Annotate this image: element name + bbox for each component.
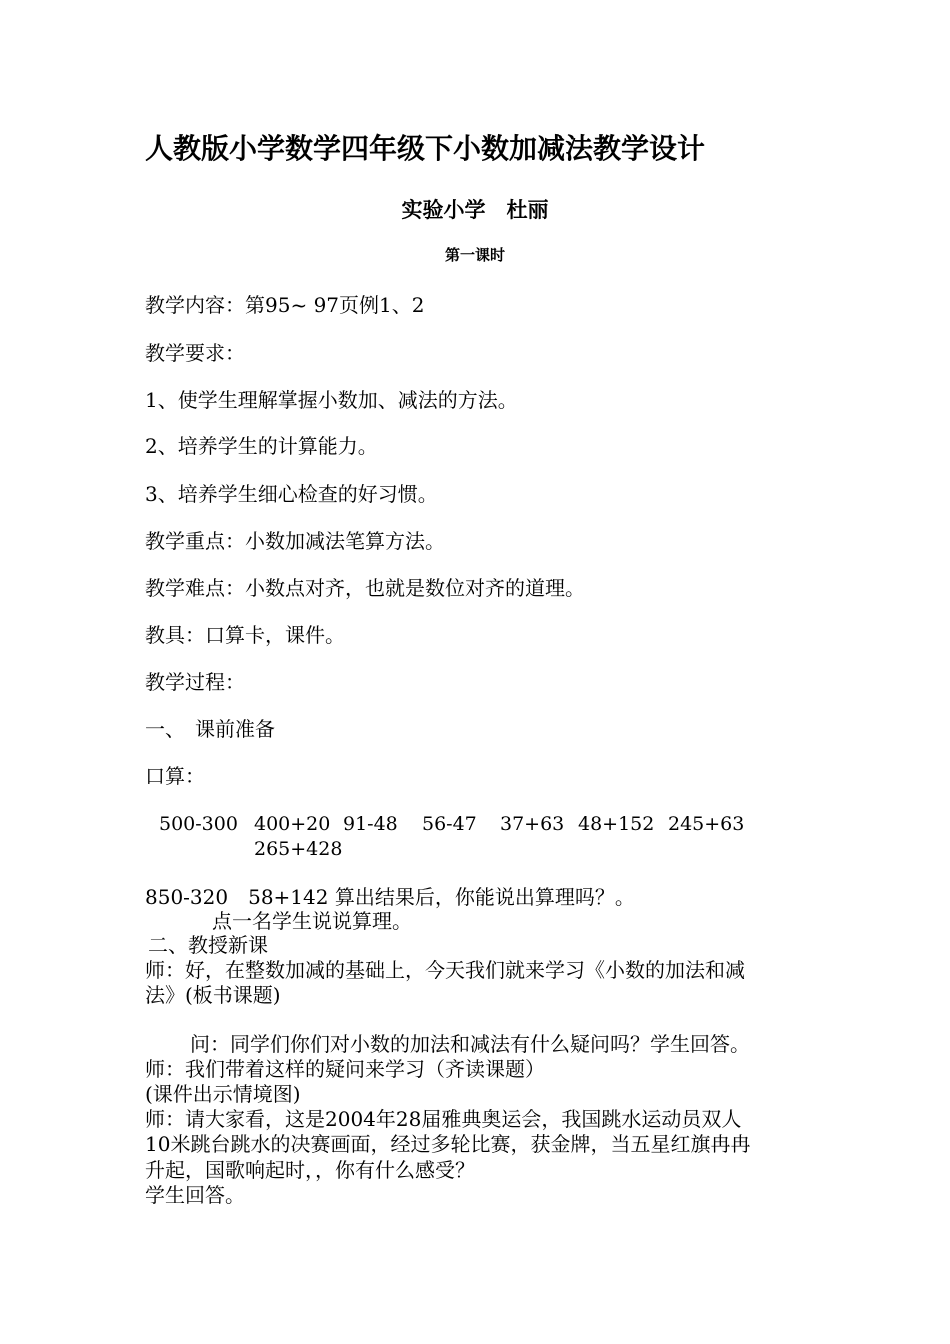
oral-item: 500-300 — [159, 813, 238, 835]
student-explain: 点一名学生说说算理。 — [212, 909, 412, 933]
oral-item: 37+63 — [500, 813, 565, 835]
requirements-label: 教学要求： — [145, 341, 245, 365]
section-2-heading: 二、教授新课 — [148, 933, 268, 957]
teacher-line-3c: 升起，国歌响起时，，你有什么感受？ — [145, 1158, 475, 1182]
requirement-1: 1、使学生理解掌握小数加、减法的方法。 — [145, 388, 518, 412]
teaching-content: 教学内容：第95~ 97页例1、2 — [145, 293, 425, 317]
teacher-line-3a: 师：请大家看，这是2004年28届雅典奥运会，我国跳水运动员双人 — [145, 1107, 742, 1131]
teaching-tools: 教具：口算卡，课件。 — [145, 623, 345, 647]
courseware-note: (课件出示情境图) — [145, 1082, 301, 1106]
teacher-line-1b: 法》(板书课题) — [145, 983, 281, 1007]
oral-item: 48+152 — [578, 813, 655, 835]
oral-item: 91-48 — [343, 813, 398, 835]
document-title: 人教版小学数学四年级下小数加减法教学设计 — [145, 132, 706, 165]
key-point: 教学重点：小数加减法笔算方法。 — [145, 529, 445, 553]
lesson-heading: 第一课时 — [444, 246, 505, 264]
teacher-line-3b: 10米跳台跳水的决赛画面，经过多轮比赛，获金牌，当五星红旗冉冉 — [145, 1132, 751, 1156]
question-line: 问：同学们你们对小数的加法和减法有什么疑问吗？学生回答。 — [190, 1032, 750, 1056]
section-1-heading: 一、 课前准备 — [145, 717, 275, 741]
student-answer: 学生回答。 — [145, 1183, 245, 1207]
oral-calc-label: 口算： — [145, 764, 205, 788]
oral-item: 56-47 — [422, 813, 477, 835]
oral-item: 265+428 — [254, 838, 343, 860]
oral-item: 245+63 — [668, 813, 745, 835]
teacher-line-2: 师：我们带着这样的疑问来学习（齐读课题） — [145, 1057, 545, 1081]
teacher-line-1a: 师：好，在整数加减的基础上，今天我们就来学习《小数的加法和减 — [145, 958, 745, 982]
requirement-3: 3、培养学生细心检查的好习惯。 — [145, 482, 438, 506]
process-label: 教学过程： — [145, 670, 245, 694]
difficulty: 教学难点：小数点对齐，也就是数位对齐的道理。 — [145, 576, 585, 600]
oral-item: 400+20 — [254, 813, 331, 835]
author-line: 实验小学 杜丽 — [401, 198, 549, 222]
calc-question: 850-320 58+142 算出结果后，你能说出算理吗？。 — [145, 885, 635, 909]
requirement-2: 2、培养学生的计算能力。 — [145, 434, 378, 458]
